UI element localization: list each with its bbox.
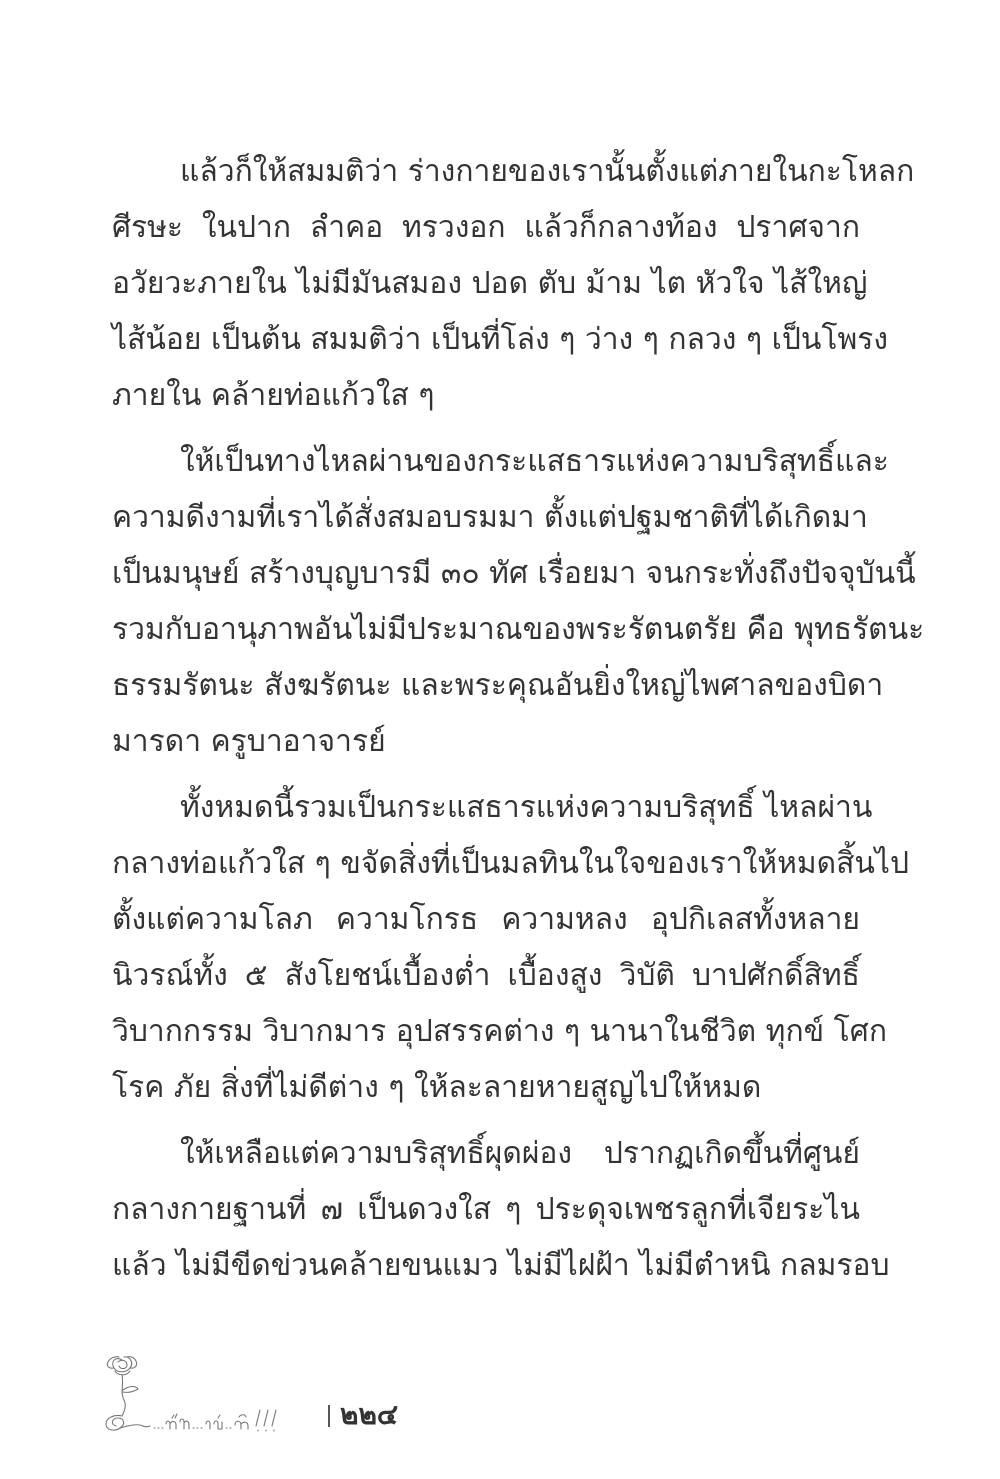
text-line: ให้เหลือแต่ความบริสุทธิ์ผุดผ่อง ปรากฏเกิดขึ้นที่ศูนย์ [180,1136,860,1171]
text-line: วิบากกรรม วิบากมาร อุปสรรคต่าง ๆ นานาในชีวิต ทุกข์ โศก [112,1014,887,1049]
text-line: ความดีงามที่เราได้สั่งสมอบรมมา ตั้งแต่ปฐมชาติที่ได้เกิดมา [112,500,868,535]
rose-icon [100,1348,340,1438]
text-line: ภายใน คล้ายท่อแก้วใส ๆ [112,378,435,413]
text-line: มารดา ครูบาอาจารย์ [112,724,386,759]
text-line: เป็นมนุษย์ สร้างบุญบารมี ๓๐ ทัศ เรื่อยมา จนกระทั่งถึงปัจจุบันนี้ [112,556,916,591]
text-line: กลางท่อแก้วใส ๆ ขจัดสิ่งที่เป็นมลทินในใจของเราให้หมดสิ้นไป [112,846,910,881]
text-line: นิวรณ์ทั้ง ๕ สังโยชน์เบื้องต่ำ เบื้องสูง วิบัติ บาปศักดิ์สิทธิ์ [112,958,860,993]
text-line: ธรรมรัตนะ สังฆรัตนะ และพระคุณอันยิ่งใหญ่ไพศาลของบิดา [112,668,884,703]
text-line: อวัยวะภายใน ไม่มีมันสมอง ปอด ตับ ม้าม ไต หัวใจ ไส้ใหญ่ [112,266,868,301]
text-line: กลางกายฐานที่ ๗ เป็นดวงใส ๆ ประดุจเพชรลูกที่เจียระไน [112,1192,860,1227]
text-line: ศีรษะ ในปาก ลำคอ ทรวงอก แล้วก็กลางท้อง ปราศจาก [112,210,860,245]
text-line: ให้เป็นทางไหลผ่านของกระแสธารแห่งความบริสุทธิ์และ [180,444,889,479]
text-line: รวมกับอานุภาพอันไม่มีประมาณของพระรัตนตรัย คือ พุทธรัตนะ [112,612,925,647]
text-line: ทั้งหมดนี้รวมเป็นกระแสธารแห่งความบริสุทธิ์ ไหลผ่าน [180,790,873,825]
text-line: ไส้น้อย เป็นต้น สมมติว่า เป็นที่โล่ง ๆ ว่าง ๆ กลวง ๆ เป็นโพรง [112,322,889,357]
text-line: โรค ภัย สิ่งที่ไม่ดีต่าง ๆ ให้ละลายหายสูญไปให้หมด [112,1070,762,1105]
page-number: ๒๒๔ [340,1398,399,1431]
footer-divider [328,1405,330,1427]
text-line: ตั้งแต่ความโลภ ความโกรธ ความหลง อุปกิเลสทั้งหลาย [112,902,860,937]
text-line: แล้วก็ให้สมมติว่า ร่างกายของเรานั้นตั้งแต่ภายในกะโหลก [180,154,915,189]
text-line: แล้ว ไม่มีขีดข่วนคล้ายขนแมว ไม่มีไฝฝ้า ไม่มีตำหนิ กลมรอบ [112,1248,890,1283]
